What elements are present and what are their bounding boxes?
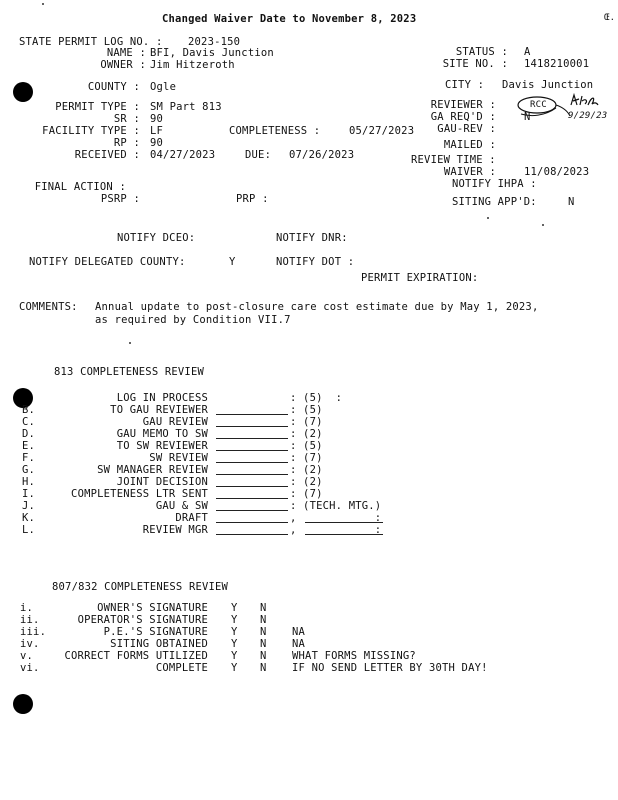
review-807-number: v.	[20, 650, 34, 662]
review-807-label: CORRECT FORMS UTILIZED	[64, 650, 208, 662]
review-807-number: iv.	[20, 638, 40, 650]
review-807-no: N	[260, 626, 267, 638]
review-813-date-blank	[216, 498, 288, 499]
mailed-label: MAILED :	[443, 139, 496, 151]
waiver-label: WAIVER :	[443, 166, 496, 178]
facility-type-value: LF	[150, 125, 164, 137]
handwritten-date: 9/29/23	[568, 111, 608, 121]
review-813-date-blank	[216, 438, 288, 439]
review-813-label: GAU REVIEW	[142, 416, 208, 428]
permit-expiration-label: PERMIT EXPIRATION:	[361, 272, 479, 284]
review-807-note: IF NO SEND LETTER BY 30TH DAY!	[292, 662, 488, 674]
hole-punch-bottom	[13, 694, 33, 714]
comments-label: COMMENTS:	[19, 301, 78, 313]
review-813-date-blank	[216, 414, 288, 415]
review-807-no: N	[260, 638, 267, 650]
review-813-letter: B.	[22, 404, 36, 416]
review-813-date-blank	[216, 462, 288, 463]
scan-speck	[542, 224, 544, 226]
review-813-date-blank	[216, 534, 288, 535]
review-807-no: N	[260, 614, 267, 626]
owner-label: OWNER :	[100, 59, 146, 71]
review-813-days: : (7)	[290, 488, 323, 500]
status-value: A	[524, 46, 531, 58]
review-807-yes: Y	[231, 602, 238, 614]
siting-label: SITING APP'D:	[452, 196, 537, 208]
review-813-days: : (2)	[290, 476, 323, 488]
corner-mark: Œ.	[604, 13, 616, 23]
review-813-date-blank	[216, 522, 288, 523]
comments-line-2: as required by Condition VII.7	[95, 314, 291, 326]
review-813-letter: I.	[22, 488, 36, 500]
review-813-letter: C.	[22, 416, 36, 428]
review-813-label: LOG IN PROCESS	[116, 392, 208, 404]
gau-rev-label: GAU-REV :	[437, 123, 496, 135]
site-no-label: SITE NO. :	[442, 58, 508, 70]
reviewer-label: REVIEWER :	[430, 99, 496, 111]
reviewer-circle-mark	[515, 94, 575, 124]
review-807-yes: Y	[231, 650, 238, 662]
review-813-date-blank	[216, 474, 288, 475]
review-813-letter: H.	[22, 476, 36, 488]
review-813-letter: D.	[22, 428, 36, 440]
review-813-letter: G.	[22, 464, 36, 476]
log-no-label: STATE PERMIT LOG NO. :	[19, 36, 163, 48]
sr-value: 90	[150, 113, 164, 125]
review-813-days: : (TECH. MTG.)	[290, 500, 382, 512]
review-813-second-blank	[305, 534, 383, 535]
review-813-days: : (5)	[290, 440, 323, 452]
site-no-value: 1418210001	[524, 58, 590, 70]
review-807-yes: Y	[231, 614, 238, 626]
received-label: RECEIVED :	[74, 149, 140, 161]
reviewer-value: RCC	[530, 100, 547, 110]
county-value: Ogle	[150, 81, 177, 93]
review-813-date-blank	[216, 450, 288, 451]
review-813-days: : (5)	[290, 404, 323, 416]
review-813-letter: F.	[22, 452, 36, 464]
review-813-label: SW REVIEW	[149, 452, 208, 464]
review-813-letter: L.	[22, 524, 36, 536]
due-label: DUE:	[245, 149, 272, 161]
facility-type-label: FACILITY TYPE :	[42, 125, 140, 137]
scan-speck	[487, 217, 489, 219]
review-813-days: : (7)	[290, 452, 323, 464]
review-807-label: COMPLETE	[155, 662, 208, 674]
review-813-date-blank	[216, 510, 288, 511]
review-813-days: : (2)	[290, 428, 323, 440]
review-813-label: COMPLETENESS LTR SENT	[71, 488, 208, 500]
prp-label: PRP :	[236, 193, 269, 205]
review-813-label: JOINT DECISION	[116, 476, 208, 488]
notify-delegated-value: Y	[229, 256, 236, 268]
review-813-letter: K.	[22, 512, 36, 524]
review-813-label: TO SW REVIEWER	[116, 440, 208, 452]
notify-delegated-label: NOTIFY DELEGATED COUNTY:	[29, 256, 186, 268]
review-813-second-blank	[305, 522, 383, 523]
review-813-label: DRAFT	[175, 512, 208, 524]
review-813-letter: E.	[22, 440, 36, 452]
review-813-label: GAU MEMO TO SW	[116, 428, 208, 440]
review-813-days: : (7)	[290, 416, 323, 428]
notify-ihpa-label: NOTIFY IHPA :	[452, 178, 537, 190]
city-value: Davis Junction	[502, 79, 594, 91]
scan-speck	[129, 342, 131, 344]
ga-req-label: GA REQ'D :	[430, 111, 496, 123]
rp-value: 90	[150, 137, 164, 149]
hole-punch-top	[13, 82, 33, 102]
review-813-letter: J.	[22, 500, 36, 512]
document-title: Changed Waiver Date to November 8, 2023	[162, 13, 417, 25]
final-action-label: FINAL ACTION :	[34, 181, 126, 193]
handwritten-initials-mark	[568, 93, 600, 109]
review-813-label: GAU & SW	[155, 500, 208, 512]
status-label: STATUS :	[455, 46, 508, 58]
completeness-value: 05/27/2023	[349, 125, 415, 137]
review-807-no: N	[260, 662, 267, 674]
review-813-label: SW MANAGER REVIEW	[97, 464, 208, 476]
review-807-heading: 807/832 COMPLETENESS REVIEW	[52, 581, 229, 593]
notify-dnr-label: NOTIFY DNR:	[276, 232, 348, 244]
sr-label: SR :	[113, 113, 140, 125]
review-813-days: , :	[290, 512, 382, 524]
notify-dceo-label: NOTIFY DCEO:	[117, 232, 196, 244]
review-807-no: N	[260, 650, 267, 662]
review-807-note: WHAT FORMS MISSING?	[292, 650, 416, 662]
review-813-days: , :	[290, 524, 382, 536]
permit-type-value: SM Part 813	[150, 101, 222, 113]
received-value: 04/27/2023	[150, 149, 216, 161]
review-807-yes: Y	[231, 662, 238, 674]
rp-label: RP :	[113, 137, 140, 149]
review-807-number: i.	[20, 602, 34, 614]
owner-value: Jim Hitzeroth	[150, 59, 235, 71]
review-807-yes: Y	[231, 638, 238, 650]
review-813-label: REVIEW MGR	[142, 524, 208, 536]
review-807-label: SITING OBTAINED	[110, 638, 208, 650]
review-813-label: TO GAU REVIEWER	[110, 404, 208, 416]
notify-dot-label: NOTIFY DOT :	[276, 256, 355, 268]
scan-speck	[42, 3, 44, 5]
review-time-label: REVIEW TIME :	[411, 154, 496, 166]
comments-line-1: Annual update to post-closure care cost estimate due by May 1, 2023,	[95, 301, 539, 313]
review-813-days: : (2)	[290, 464, 323, 476]
review-813-date-blank	[216, 426, 288, 427]
county-label: COUNTY :	[87, 81, 140, 93]
waiver-value: 11/08/2023	[524, 166, 590, 178]
review-807-no: N	[260, 602, 267, 614]
completeness-label: COMPLETENESS :	[229, 125, 321, 137]
name-value: BFI, Davis Junction	[150, 47, 274, 59]
review-807-label: OWNER'S SIGNATURE	[97, 602, 208, 614]
psrp-label: PSRP :	[100, 193, 140, 205]
due-value: 07/26/2023	[289, 149, 355, 161]
review-813-heading: 813 COMPLETENESS REVIEW	[54, 366, 204, 378]
review-807-label: P.E.'S SIGNATURE	[103, 626, 208, 638]
permit-type-label: PERMIT TYPE :	[55, 101, 140, 113]
siting-value: N	[568, 196, 575, 208]
review-813-days: : (5) :	[290, 392, 343, 404]
name-label: NAME :	[106, 47, 146, 59]
review-807-label: OPERATOR'S SIGNATURE	[77, 614, 208, 626]
review-807-number: ii.	[20, 614, 40, 626]
city-label: CITY :	[445, 79, 485, 91]
review-807-number: iii.	[20, 626, 47, 638]
review-807-yes: Y	[231, 626, 238, 638]
review-807-note: NA	[292, 638, 306, 650]
log-no-value: 2023-150	[188, 36, 241, 48]
ga-req-value: N	[524, 111, 531, 123]
review-813-date-blank	[216, 486, 288, 487]
review-807-number: vi.	[20, 662, 40, 674]
review-807-note: NA	[292, 626, 306, 638]
